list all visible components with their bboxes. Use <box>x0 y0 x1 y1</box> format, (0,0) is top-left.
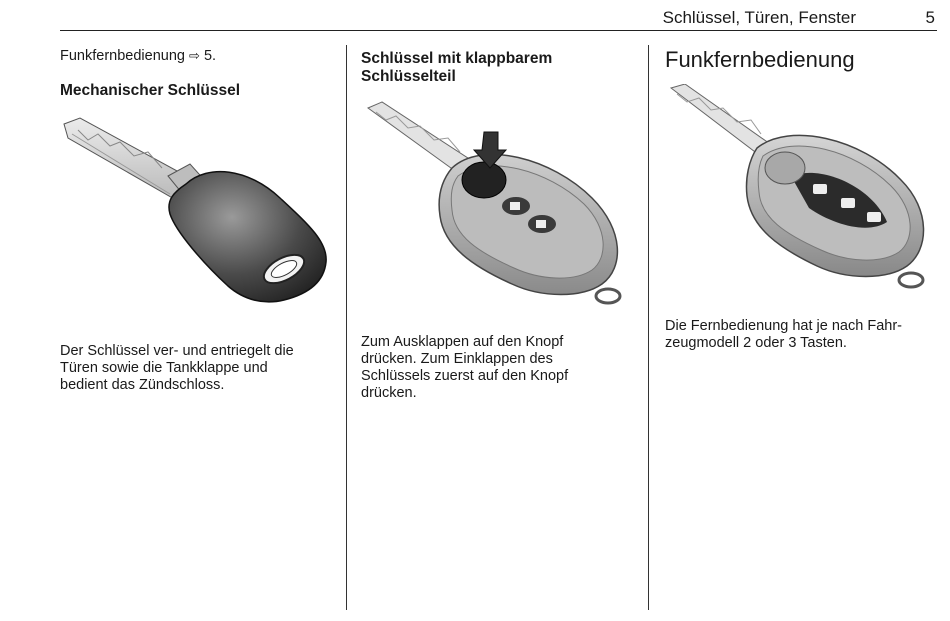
body-text-mechanical-key <box>60 343 294 394</box>
body-line: bedient das Zündschloss. <box>60 377 225 393</box>
body-line: Der Schlüssel ver- und entriegelt die <box>60 343 294 359</box>
cross-reference-arrow-icon: ⇨ <box>189 48 200 63</box>
folding-key-icon <box>362 98 630 313</box>
running-header-title: Schlüssel, Türen, Fenster <box>662 8 856 27</box>
header-rule <box>60 30 937 31</box>
body-text-folding-key <box>361 334 568 402</box>
page-number: 5 <box>925 8 935 27</box>
mechanical-key-icon <box>58 112 338 327</box>
body-line: drücken. Zum Einklappen des <box>361 351 553 367</box>
heading-line: Schlüssel mit klappbarem <box>361 50 553 67</box>
remote-control-key-icon <box>665 84 937 299</box>
body-line: drücken. <box>361 385 417 401</box>
cross-reference-text: Funkfernbedienung <box>60 48 185 64</box>
cross-reference-page: 5. <box>203 48 217 64</box>
body-line: Türen sowie die Tankklappe und <box>60 360 268 376</box>
heading-mechanical-key: Mechanischer Schlüssel <box>60 82 241 99</box>
column-divider-left <box>346 45 347 610</box>
heading-remote-control: Funkfernbedienung <box>665 47 855 72</box>
body-line: Zum Ausklappen auf den Knopf <box>361 334 564 350</box>
heading-line: Schlüsselteil <box>361 68 456 85</box>
heading-folding-key <box>361 50 552 86</box>
body-line: Die Fernbedienung hat je nach Fahr- <box>665 318 902 334</box>
cross-reference[interactable] <box>60 47 216 65</box>
body-line: Schlüssels zuerst auf den Knopf <box>361 368 569 384</box>
column-divider-right <box>648 45 649 610</box>
body-text-remote-control <box>665 318 902 352</box>
body-line: zeugmodell 2 oder 3 Tasten. <box>665 335 847 351</box>
